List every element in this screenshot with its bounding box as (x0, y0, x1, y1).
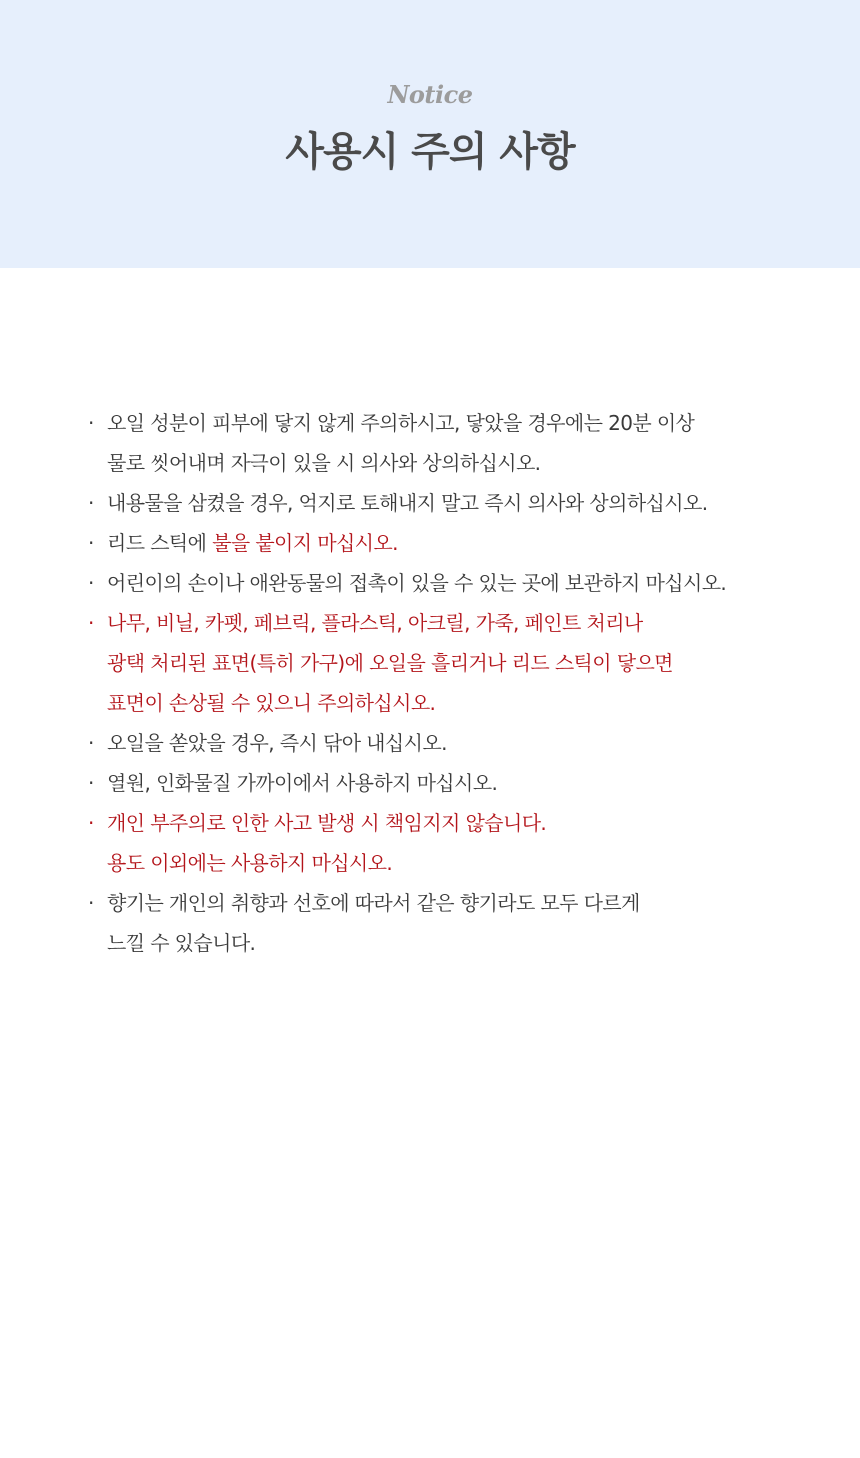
page-title: 사용시 주의 사항 (285, 129, 575, 175)
bullet-dot: · (88, 811, 94, 835)
notice-item-children-pets (88, 563, 808, 603)
notice-item-swallowed (88, 483, 808, 523)
notice-line: 향기는 개인의 취향과 선호에 따라서 같은 향기라도 모두 다르게 (107, 891, 640, 915)
bullet-dot: · (88, 731, 94, 755)
notice-line: 오일 성분이 피부에 닿지 않게 주의하시고, 닿았을 경우에는 20분 이상 (107, 411, 695, 435)
notice-line: 오일을 쏟았을 경우, 즉시 닦아 내십시오. (107, 731, 447, 755)
notice-line: 내용물을 삼켰을 경우, 억지로 토해내지 말고 즉시 의사와 상의하십시오. (107, 491, 708, 515)
notice-line: 개인 부주의로 인한 사고 발생 시 책임지지 않습니다. (107, 811, 547, 835)
notice-line: 느낄 수 있습니다. (107, 931, 256, 955)
notice-line: 광택 처리된 표면(특히 가구)에 오일을 흘리거나 리드 스틱이 닿으면 (107, 651, 673, 675)
notice-line: 용도 이외에는 사용하지 마십시오. (107, 851, 393, 875)
notice-list (88, 403, 808, 963)
notice-header (0, 0, 860, 268)
notice-line: 어린이의 손이나 애완동물의 접촉이 있을 수 있는 곳에 보관하지 마십시오. (107, 571, 727, 595)
notice-item-spill (88, 723, 808, 763)
notice-item-surface-damage (88, 603, 808, 723)
bullet-dot: · (88, 491, 94, 515)
bullet-dot: · (88, 531, 94, 555)
notice-item-fragrance-perception (88, 883, 808, 963)
notice-eyebrow: Notice (387, 80, 473, 109)
notice-item-skin-contact (88, 403, 808, 483)
notice-line (107, 523, 808, 563)
notice-line: 열원, 인화물질 가까이에서 사용하지 마십시오. (107, 771, 498, 795)
bullet-dot: · (88, 611, 94, 635)
bullet-dot: · (88, 891, 94, 915)
notice-line: 물로 씻어내며 자극이 있을 시 의사와 상의하십시오. (107, 451, 541, 475)
bullet-dot: · (88, 771, 94, 795)
bullet-dot: · (88, 571, 94, 595)
notice-line: 표면이 손상될 수 있으니 주의하십시오. (107, 691, 436, 715)
bullet-dot: · (88, 411, 94, 435)
notice-item-no-fire (88, 523, 808, 563)
notice-line-prefix: 리드 스틱에 (107, 531, 213, 555)
notice-item-liability (88, 803, 808, 883)
notice-line: 나무, 비닐, 카펫, 페브릭, 플라스틱, 아크릴, 가죽, 페인트 처리나 (107, 611, 643, 635)
notice-warning-highlight: 불을 붙이지 마십시오. (212, 531, 398, 555)
notice-item-heat-source (88, 763, 808, 803)
